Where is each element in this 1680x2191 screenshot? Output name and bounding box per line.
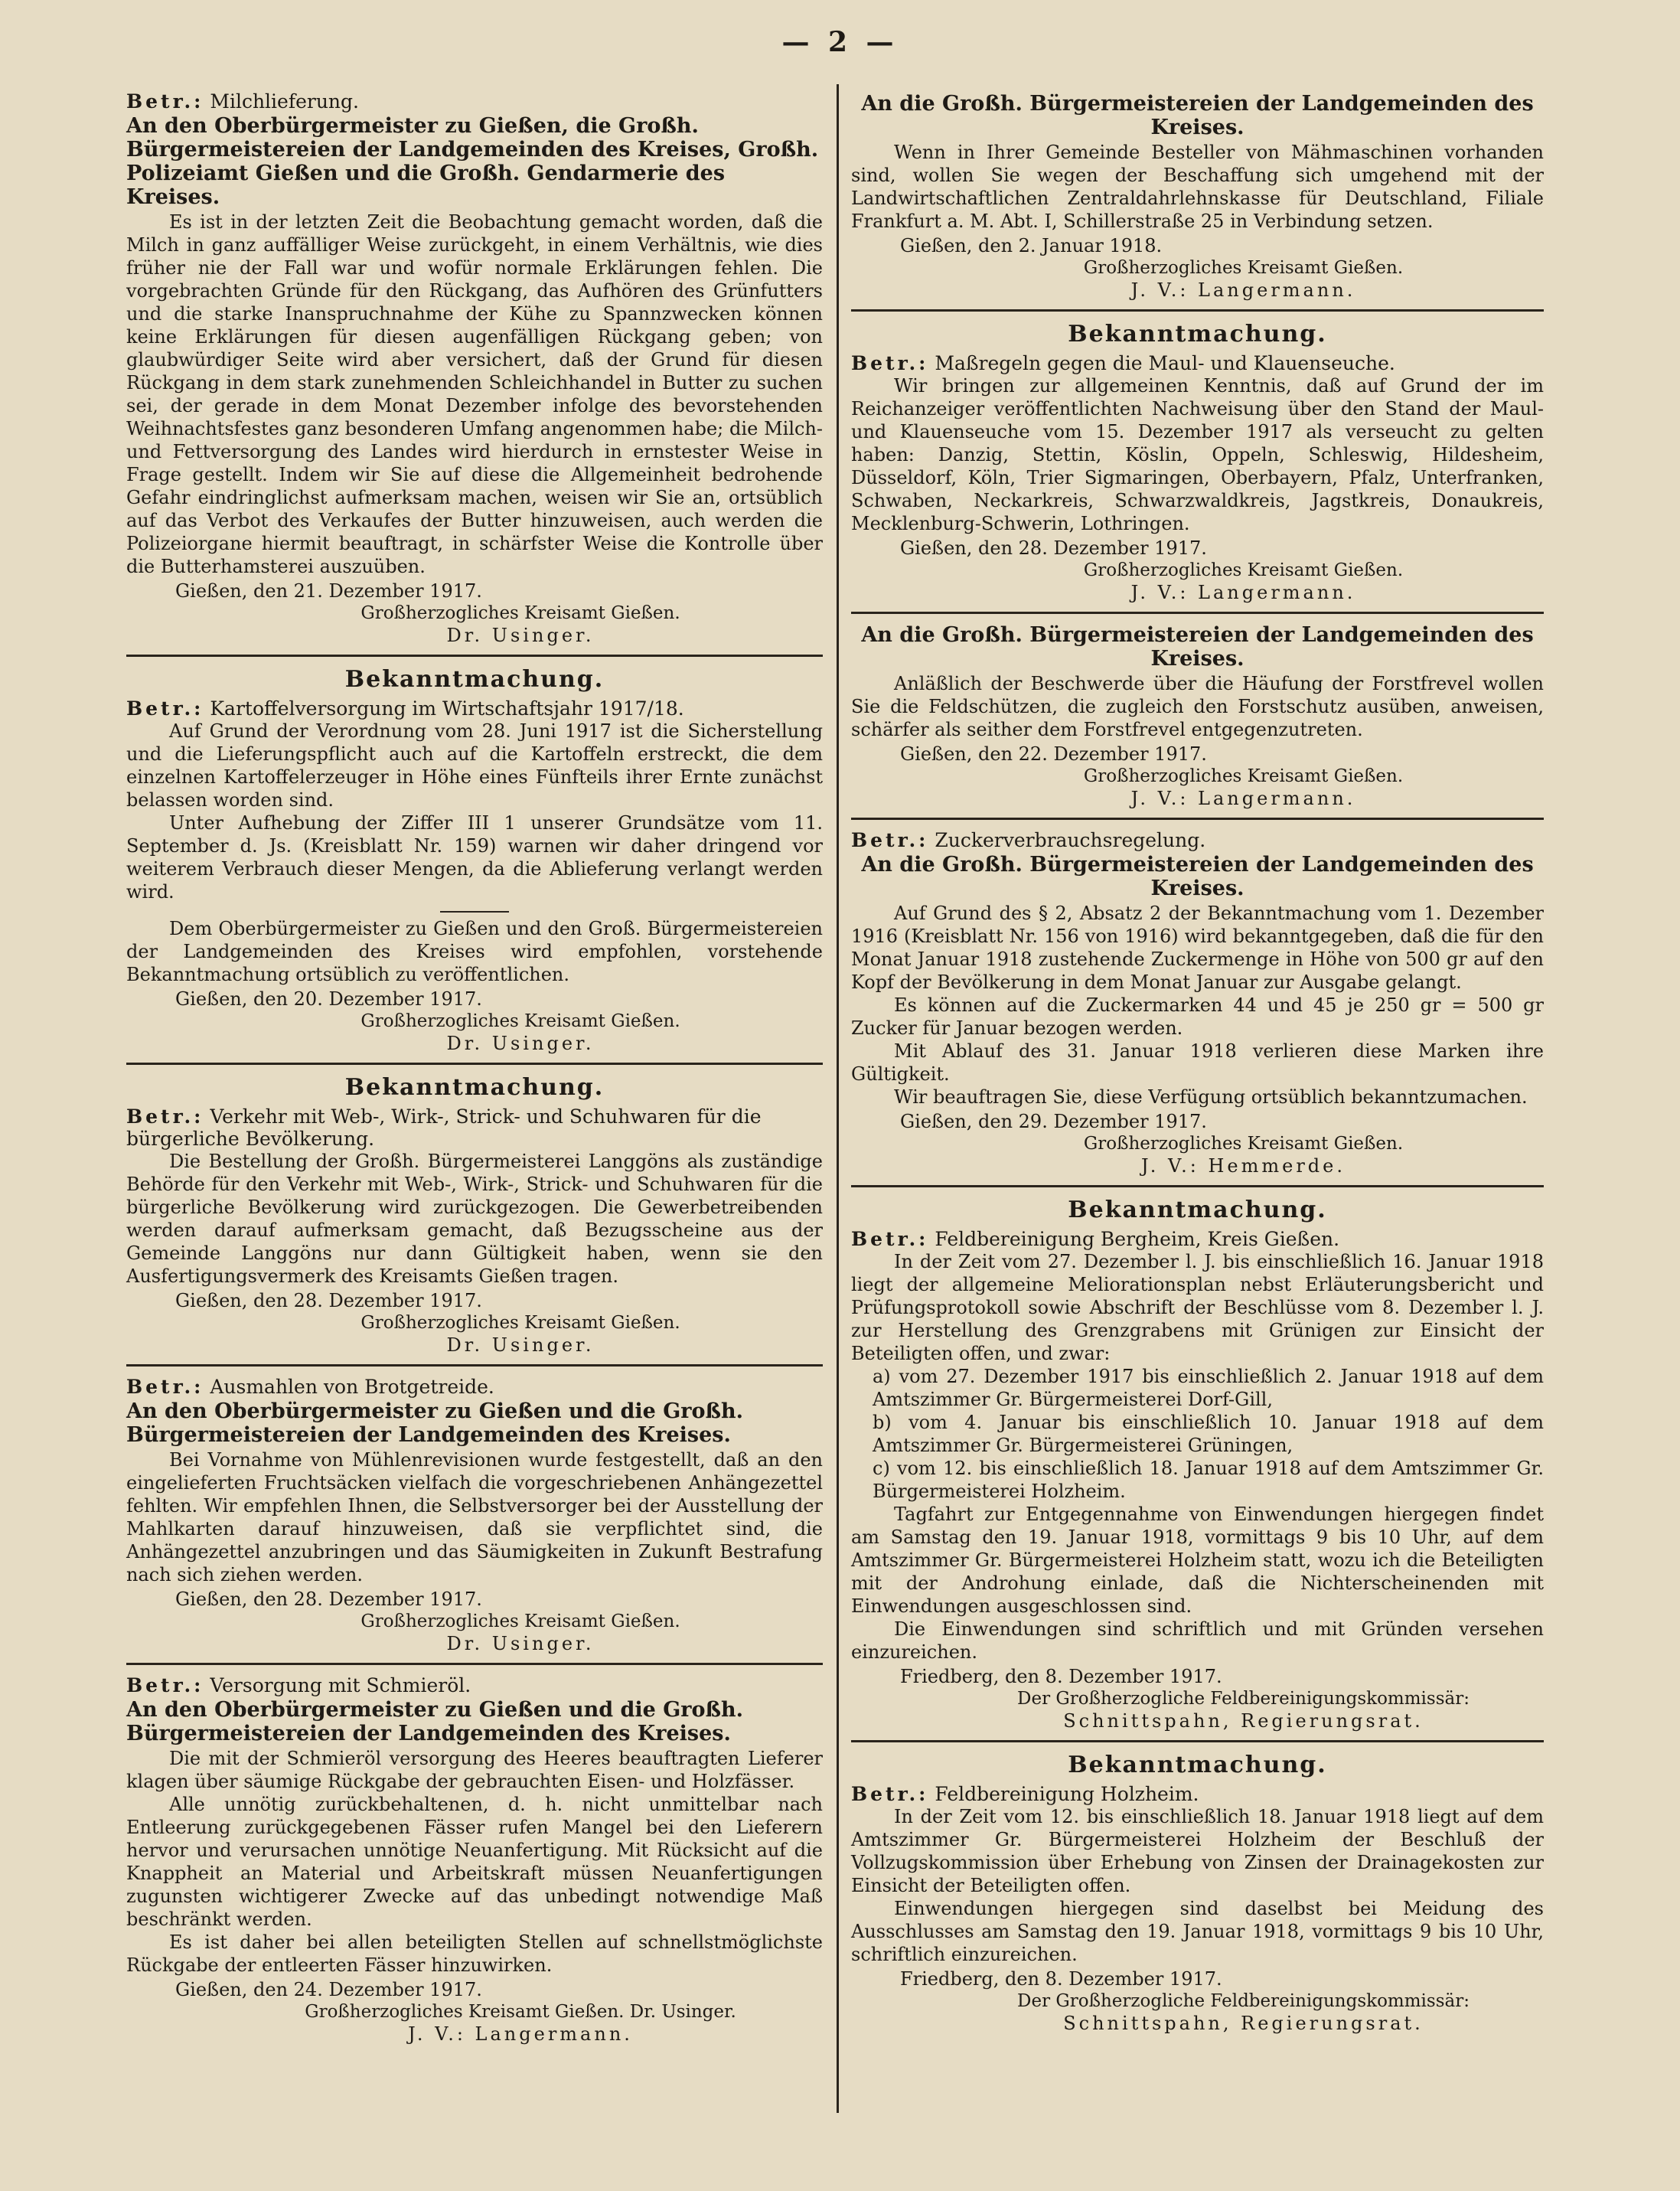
betr-label: Betr.: (851, 1783, 929, 1805)
notice-office: Großherzogliches Kreisamt Gießen. (1083, 1134, 1404, 1154)
subject-text: Feldbereinigung Holzheim. (935, 1783, 1199, 1805)
notice-address: An den Oberbürgermeister zu Gießen und die Großh. Bürgermeistereien der Landgemeinden des Kreises. (126, 1399, 744, 1447)
notice-feldbereinigung-holzheim (851, 1752, 1544, 2035)
notice-address: An den Oberbürgermeister zu Gießen und die Großh. Bürgermeistereien der Landgemeinden des Kreises. (126, 1698, 744, 1745)
section-rule (126, 1364, 823, 1367)
notice-place-date: Gießen, den 20. Dezember 1917. (175, 988, 482, 1010)
list-item-text: vom 12. bis einschließlich 18. Januar 1918 auf dem Amtszimmer Gr. Bürgermeisterei Holzheim. (873, 1458, 1544, 1502)
list-item-tag: a) (873, 1366, 891, 1387)
schedule-list (851, 1365, 1544, 1503)
section-rule (851, 309, 1544, 312)
notice-office: Großherzogliches Kreisamt Gießen. (360, 1313, 680, 1333)
notice-subject (126, 1376, 823, 1398)
notice-signer: J. V.: Langermann. (408, 2023, 633, 2045)
betr-label: Betr.: (851, 352, 929, 374)
notice-schmieroel (126, 1674, 823, 2046)
notice-kartoffelversorgung (126, 666, 823, 1055)
notice-signer: J. V.: Langermann. (1130, 279, 1356, 301)
subject-text: Ausmahlen von Brotgetreide. (210, 1376, 494, 1398)
notice-paragraph: Die Einwendungen sind schriftlich und mit Gründen versehen einzureichen. (851, 1618, 1544, 1663)
notice-maehmaschinen (851, 92, 1544, 302)
notice-subject (126, 1674, 823, 1696)
notice-zucker (851, 829, 1544, 1177)
right-column (851, 90, 1544, 2042)
notice-paragraph: Es ist in der letzten Zeit die Beobachtung gemacht worden, daß die Milch in ganz auffälliger Weise zurückgeht, in einem Verhältnis, wie dies früher nie der Fall war und wofür normale Erklärungen fehlen. Die vorgebrachten Gründe für den Rückgang, das Aufhören des Grünfutters und die starke Inanspruchnahme der Kühe zu Spannzwecken können keine Erklärungen für diesen augenfälligen Rückgang geben; von glaubwürdiger Seite wird aber versichert, daß der Grund für diesen Rückgang in dem stark zunehmenden Schleichhandel in Butter zu suchen sei, der gerade in dem Monat Dezember infolge des bevorstehenden Weihnachtsfestes ganz besonderen Umfang angenommen habe; die Milch- und Fettversorgung des Landes wird hierdurch in ernstester Weise in Frage gestellt. Indem wir Sie auf diese die Allgemeinheit bedrohende Gefahr eindringlichst aufmerksam machen, weisen wir Sie an, ortsüblich auf das Verbot des Verkaufes der Butter hinzuweisen, auch werden die Polizeiorgane hiermit beauftragt, in schärfster Weise die Kontrolle über die Butterhamsterei auszuüben. (126, 211, 823, 577)
notice-place-date: Gießen, den 24. Dezember 1917. (175, 1979, 482, 2000)
section-rule (126, 1063, 823, 1065)
notice-brotgetreide (126, 1376, 823, 1655)
notice-paragraph: Tagfahrt zur Entgegennahme von Einwendungen hiergegen findet am Samstag den 19. Januar 1918, vormittags 9 bis 10 Uhr, auf dem Amtszimmer Gr. Bürgermeisterei Holzheim statt, wozu ich die Beteiligten mit der Androhung einlade, daß die Nichterscheinenden mit Einwendungen ausgeschlossen sind. (851, 1504, 1544, 1617)
notice-paragraph: Die mit der Schmieröl versorgung des Heeres beauftragten Lieferer klagen über säumige Rückgabe der gebrauchten Eisen- und Holzfässer. (126, 1748, 823, 1792)
short-divider (440, 911, 509, 913)
notice-subject (126, 1105, 823, 1150)
notice-paragraph: Wir beauftragen Sie, diese Verfügung ortsüblich bekanntzumachen. (894, 1086, 1528, 1108)
section-rule (126, 1663, 823, 1665)
notice-office: Der Großherzogliche Feldbereinigungskommissär: (1017, 1991, 1470, 2011)
notice-paragraph: In der Zeit vom 12. bis einschließlich 18. Januar 1918 liegt auf dem Amtszimmer Gr. Bürgermeisterei Holzheim der Beschluß der Vollzugskommission über Erhebung von Zinsen der Drainagekosten zur Einsicht der Beteiligten offen. (851, 1806, 1544, 1896)
list-item (873, 1457, 1544, 1503)
notice-forstfrevel (851, 623, 1544, 810)
notice-heading: Bekanntmachung. (1068, 1752, 1327, 1778)
list-item-text: vom 27. Dezember 1917 bis einschließlich 2. Januar 1918 auf dem Amtszimmer Gr. Bürgermeisterei Dorf-Gill, (873, 1366, 1544, 1410)
notice-milchlieferung (126, 90, 823, 647)
notice-office: Großherzogliches Kreisamt Gießen. (1083, 258, 1404, 278)
column-divider (837, 84, 839, 2113)
notice-place-date: Gießen, den 28. Dezember 1917. (175, 1290, 482, 1311)
notice-subject (851, 1228, 1544, 1250)
betr-label: Betr.: (126, 697, 204, 720)
notice-office: Großherzogliches Kreisamt Gießen. Dr. Usinger. (305, 2002, 736, 2022)
notice-subject (851, 1783, 1544, 1805)
notice-place-date: Gießen, den 21. Dezember 1917. (175, 580, 482, 602)
notice-signer: Schnittspahn, Regierungsrat. (1063, 2013, 1424, 2034)
list-item-tag: b) (873, 1412, 892, 1433)
subject-text: Feldbereinigung Bergheim, Kreis Gießen. (935, 1228, 1340, 1250)
list-item-tag: c) (873, 1458, 890, 1479)
notice-feldbereinigung-bergheim (851, 1197, 1544, 1732)
notice-signer: Dr. Usinger. (446, 1334, 595, 1356)
notice-paragraph: Bei Vornahme von Mühlenrevisionen wurde festgestellt, daß an den eingelieferten Fruchtsäcken vielfach die vorgeschriebenen Anhängezettel fehlten. Wir empfehlen Ihnen, die Selbstversorger bei der Ausstellung der Mahlkarten darauf hinzuweisen, daß sie verpflichtet sind, die Anhängezettel anzubringen und das Säumigkeiten in Zukunft Bestrafung nach sich ziehen werden. (126, 1449, 823, 1585)
subject-text: Kartoffelversorgung im Wirtschaftsjahr 1917/18. (210, 697, 684, 720)
list-item-text: vom 4. Januar bis einschließlich 10. Januar 1918 auf dem Amtszimmer Gr. Bürgermeisterei Grüningen, (873, 1412, 1544, 1456)
notice-address: An die Großh. Bürgermeistereien der Landgemeinden des Kreises. (861, 92, 1534, 139)
betr-label: Betr.: (126, 1105, 204, 1128)
notice-paragraph: Es können auf die Zuckermarken 44 und 45 je 250 gr = 500 gr Zucker für Januar bezogen werden. (851, 994, 1544, 1039)
betr-label: Betr.: (126, 1376, 204, 1398)
notice-subject (126, 697, 823, 720)
notice-signer: Dr. Usinger. (446, 1633, 595, 1654)
notice-paragraph: Wenn in Ihrer Gemeinde Besteller von Mähmaschinen vorhanden sind, wollen Sie wegen der Beschaffung sich umgehend mit der Landwirtschaftlichen Zentraldahrlehnskasse für Deutschland, Filiale Frankfurt a. M. Abt. I, Schillerstraße 25 in Verbindung setzen. (851, 142, 1544, 232)
notice-heading: Bekanntmachung. (1068, 321, 1327, 348)
notice-webwaren (126, 1074, 823, 1357)
section-rule (851, 612, 1544, 614)
notice-place-date: Gießen, den 22. Dezember 1917. (900, 743, 1207, 765)
notice-office: Großherzogliches Kreisamt Gießen. (1083, 560, 1404, 580)
list-item (873, 1411, 1544, 1457)
notice-paragraph: Auf Grund der Verordnung vom 28. Juni 1917 ist die Sicherstellung und die Lieferungspflicht auch auf die Kartoffeln erstreckt, die dem einzelnen Kartoffelerzeuger in Höhe eines Fünfteils ihrer Ernte zunächst belassen worden sind. (126, 720, 823, 811)
subject-text: Verkehr mit Web-, Wirk-, Strick- und Schuhwaren für die bürgerliche Bevölkerung. (126, 1105, 762, 1150)
notice-signer: J. V.: Hemmerde. (1140, 1155, 1346, 1177)
notice-signer: J. V.: Langermann. (1130, 582, 1356, 603)
betr-label: Betr.: (126, 1674, 204, 1696)
betr-label: Betr.: (126, 90, 204, 113)
notice-address: An den Oberbürgermeister zu Gießen, die Großh. Bürgermeistereien der Landgemeinden des Kreises, Großh. Polizeiamt Gießen und die Großh. Gendarmerie des Kreises. (126, 114, 819, 209)
notice-subject (851, 829, 1544, 851)
section-rule (126, 655, 823, 657)
subject-text: Milchlieferung. (210, 90, 359, 113)
section-rule (851, 1740, 1544, 1742)
notice-paragraph: Wir bringen zur allgemeinen Kenntnis, daß auf Grund der im Reichanzeiger veröffentlichten Nachweisung über den Stand der Maul- und Klauenseuche vom 15. Dezember 1917 als verseucht zu gelten haben: Danzig, Stettin, Köslin, Oppeln, Schleswig, Hildesheim, Düsseldorf, Köln, Trier Sigmaringen, Oberbayern, Pfalz, Unterfranken, Schwaben, Neckarkreis, Schwarzwaldkreis, Jagstkreis, Donaukreis, Mecklenburg-Schwerin, Lothringen. (851, 375, 1544, 534)
list-item (873, 1365, 1544, 1411)
notice-signer: Dr. Usinger. (446, 1033, 595, 1054)
notice-signer: Dr. Usinger. (446, 625, 595, 646)
notice-paragraph: Mit Ablauf des 31. Januar 1918 verlieren diese Marken ihre Gültigkeit. (851, 1040, 1544, 1085)
notice-place-date: Friedberg, den 8. Dezember 1917. (900, 1968, 1222, 1990)
notice-heading: Bekanntmachung. (1068, 1197, 1327, 1223)
notice-maulseuche (851, 321, 1544, 604)
notice-paragraph: Unter Aufhebung der Ziffer III 1 unserer Grundsätze vom 11. September d. Js. (Kreisblatt Nr. 159) warnen wir daher dringend vor weiterem Verbrauch dieser Mengen, da die Ablieferung verlangt werden wird. (126, 812, 823, 903)
left-column (126, 90, 823, 2053)
notice-paragraph: Anläßlich der Beschwerde über die Häufung der Forstfrevel wollen Sie die Feldschützen, die zugleich den Forstschutz ausüben, anweisen, schärfer als seither dem Forstfrevel entgegenzutreten. (851, 673, 1544, 740)
notice-signer: J. V.: Langermann. (1130, 788, 1356, 809)
subject-text: Maßregeln gegen die Maul- und Klauenseuche. (935, 352, 1395, 374)
notice-office: Großherzogliches Kreisamt Gießen. (360, 1611, 680, 1631)
notice-paragraph: Die Bestellung der Großh. Bürgermeisterei Langgöns als zuständige Behörde für den Verkehr mit Web-, Wirk-, Strick- und Schuhwaren für die bürgerliche Bevölkerung wird zurückgezogen. Die Gewerbetreibenden werden darauf aufmerksam gemacht, daß Bezugsscheine aus der Gemeinde Langgöns nur dann Gültigkeit haben, wenn sie den Ausfertigungsvermerk des Kreisamts Gießen tragen. (126, 1151, 823, 1287)
section-rule (851, 818, 1544, 820)
notice-paragraph: Auf Grund des § 2, Absatz 2 der Bekanntmachung vom 1. Dezember 1916 (Kreisblatt Nr. 156 von 1916) wird bekanntgegeben, daß die für den Monat Januar 1918 zustehende Zuckermenge in Höhe von 500 gr auf den Kopf der Bevölkerung in dem Monat Januar zur Ausgabe gelangt. (851, 903, 1544, 993)
notice-heading: Bekanntmachung. (344, 1074, 605, 1101)
notice-address: An die Großh. Bürgermeistereien der Landgemeinden des Kreises. (861, 623, 1534, 671)
betr-label: Betr.: (851, 1228, 929, 1250)
notice-subject (126, 90, 823, 113)
notice-office: Großherzogliches Kreisamt Gießen. (1083, 766, 1404, 786)
notice-place-date: Gießen, den 28. Dezember 1917. (900, 537, 1207, 559)
subject-text: Versorgung mit Schmieröl. (210, 1674, 471, 1696)
notice-paragraph: Es ist daher bei allen beteiligten Stellen auf schnellstmöglichste Rückgabe der entleerten Fässer hinzuwirken. (126, 1931, 823, 1976)
notice-address: An die Großh. Bürgermeistereien der Landgemeinden des Kreises. (861, 853, 1534, 900)
notice-heading: Bekanntmachung. (344, 666, 605, 693)
page-number: — 2 — (781, 26, 899, 58)
notice-paragraph: Alle unnötig zurückbehaltenen, d. h. nicht unmittelbar nach Entleerung zurückgegebenen Fässer rufen Mangel bei den Lieferern hervor und verursachen unnötige Neuanfertigung. Mit Rücksicht auf die Knappheit an Material und Arbeitskraft müssen Neuanfertigungen zugunsten wichtigerer Zwecke auf das unbedingt notwendige Maß beschränkt werden. (126, 1794, 823, 1930)
notice-office: Großherzogliches Kreisamt Gießen. (360, 603, 680, 623)
notice-place-date: Gießen, den 29. Dezember 1917. (900, 1111, 1207, 1132)
section-rule (851, 1185, 1544, 1187)
notice-place-date: Gießen, den 2. Januar 1918. (900, 235, 1163, 256)
notice-paragraph: In der Zeit vom 27. Dezember l. J. bis einschließlich 16. Januar 1918 liegt der allgemeine Meliorationsplan nebst Erläuterungsbericht und Prüfungsprotokoll sowie Abschrift der Beschlüsse vom 8. Dezember l. J. zur Herstellung des Grenzgrabens mit Grünigen zur Einsicht der Beteiligten offen, und zwar: (851, 1251, 1544, 1364)
notice-signer: Schnittspahn, Regierungsrat. (1063, 1710, 1424, 1732)
notice-place-date: Friedberg, den 8. Dezember 1917. (900, 1666, 1222, 1687)
notice-subject (851, 352, 1544, 374)
notice-recommendation: Dem Oberbürgermeister zu Gießen und den Groß. Bürgermeistereien der Landgemeinden des Kreises wird empfohlen, vorstehende Bekanntmachung ortsüblich zu veröffentlichen. (126, 918, 823, 985)
notice-paragraph: Einwendungen hiergegen sind daselbst bei Meidung des Ausschlusses am Samstag den 19. Januar 1918, vormittags 9 bis 10 Uhr, schriftlich einzureichen. (851, 1898, 1544, 1965)
notice-office: Großherzogliches Kreisamt Gießen. (360, 1011, 680, 1031)
betr-label: Betr.: (851, 829, 929, 851)
notice-place-date: Gießen, den 28. Dezember 1917. (175, 1589, 482, 1610)
subject-text: Zuckerverbrauchsregelung. (935, 829, 1206, 851)
notice-office: Der Großherzogliche Feldbereinigungskommissär: (1017, 1689, 1470, 1709)
